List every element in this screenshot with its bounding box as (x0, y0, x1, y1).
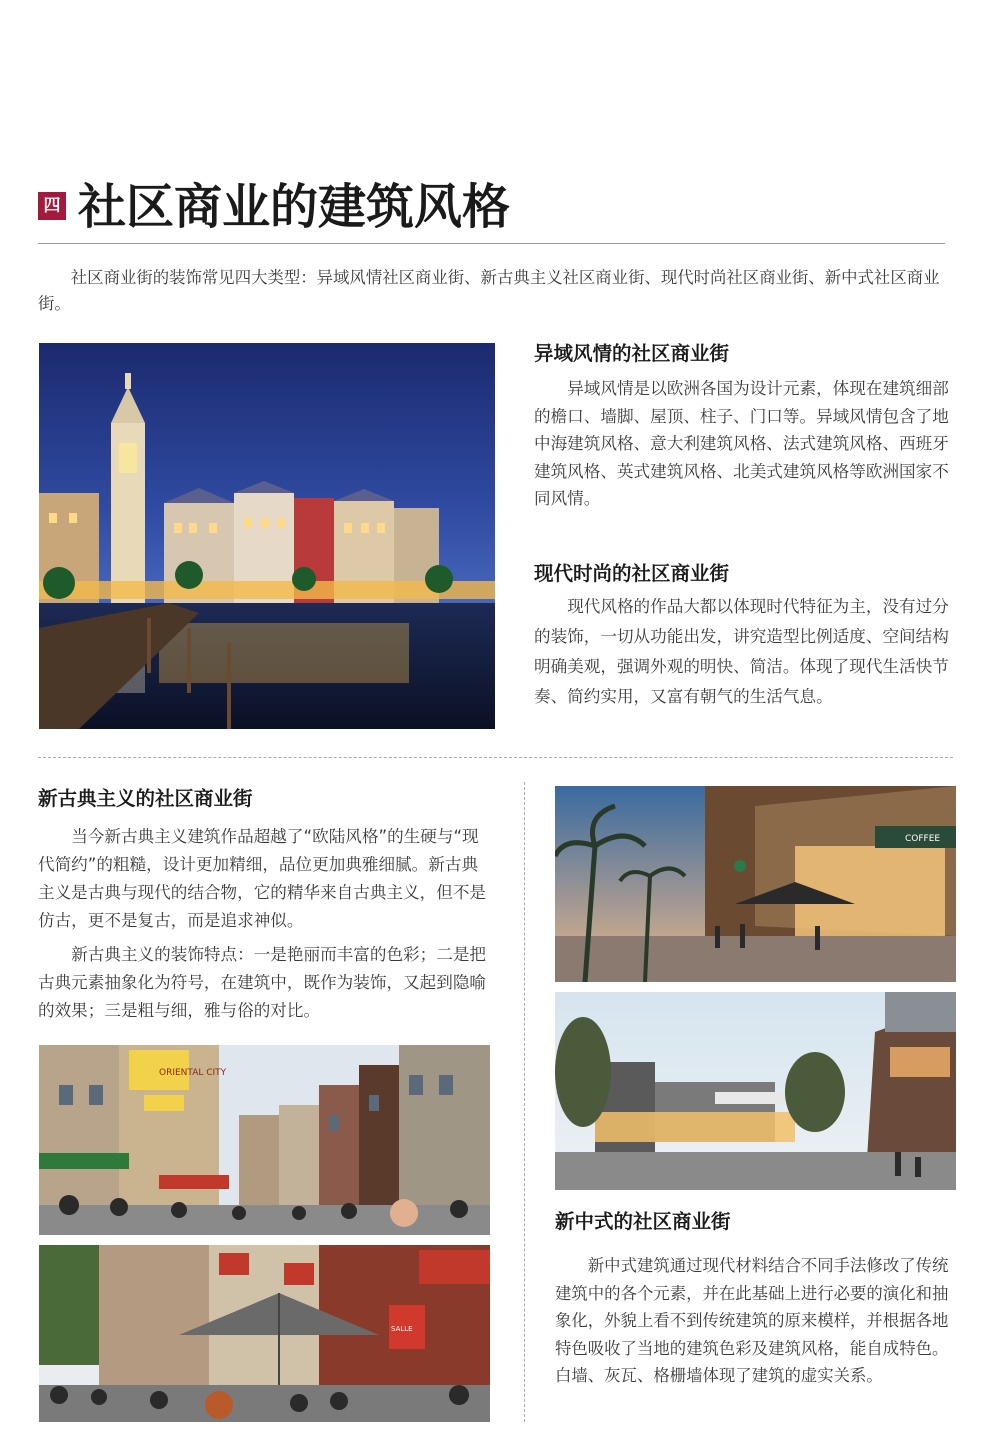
vertical-divider (524, 782, 525, 1422)
photo-exotic-night-street (39, 343, 495, 729)
photo-european-cafe-street (39, 1245, 490, 1422)
oriental-city-sign: ORIENTAL CITY (159, 1068, 227, 1078)
exotic-section (534, 340, 958, 513)
modern-text: 现代风格的作品大都以体现时代特征为主，没有过分的装饰，一切从功能出发，讲究造型比例适度、空间结构明确美观，强调外观的明快、简洁。体现了现代生活快节奏、简约实用，又富有朝气的生活气息。 (534, 597, 949, 706)
photo-european-street (39, 1045, 490, 1235)
title-divider (38, 243, 945, 244)
neoclassical-text-2: 新古典主义的装饰特点：一是艳丽而丰富的色彩；二是把古典元素抽象化为符号，在建筑中，既作为装饰，又起到隐喻的效果；三是粗与细，雅与俗的对比。 (38, 945, 487, 1020)
neoclassical-text-1: 当今新古典主义建筑作品超越了“欧陆风格”的生硬与“现代简约”的粗糙，设计更加精细，品位更加典雅细腻。新古典主义是古典与现代的结合物，它的精华来自古典主义，但不是仿古，更不是复古，而是追求神似。 (38, 827, 487, 930)
intro-paragraph: 社区商业街的装饰常见四大类型：异域风情社区商业街、新古典主义社区商业街、现代时尚社区商业街、新中式社区商业街。 (38, 268, 940, 313)
exotic-heading: 异域风情的社区商业街 (534, 342, 730, 365)
newchinese-heading: 新中式的社区商业街 (555, 1210, 731, 1233)
newchinese-section (555, 1208, 957, 1390)
section-number-badge: 四 (38, 192, 66, 220)
modern-section (534, 560, 958, 712)
coffee-sign: COFFEE (905, 834, 941, 844)
salle-sign: SALLE (391, 1325, 413, 1333)
modern-heading: 现代时尚的社区商业街 (534, 562, 730, 585)
exotic-text: 异域风情是以欧洲各国为设计元素，体现在建筑细部的檐口、墙脚、屋顶、柱子、门口等。异域风情包含了地中海建筑风格、意大利建筑风格、法式建筑风格、西班牙建筑风格、英式建筑风格、北美式建筑风格等欧洲国家不同风情。 (534, 379, 949, 508)
neoclassical-heading: 新古典主义的社区商业街 (38, 787, 253, 810)
neoclassical-section (38, 785, 490, 1025)
horizontal-divider (38, 757, 953, 758)
newchinese-text: 新中式建筑通过现代材料结合不同手法修改了传统建筑中的各个元素，并在此基础上进行必要的演化和抽象化，外貌上看不到传统建筑的原来模样，并根据各地特色吸收了当地的建筑色彩及建筑风格，能自成特色。白墙、灰瓦、格栅墙体现了建筑的虚实关系。 (555, 1256, 949, 1385)
photo-modern-street-dusk (555, 786, 956, 982)
page-title: 社区商业的建筑风格 (78, 179, 511, 235)
photo-new-chinese-street (555, 992, 956, 1190)
